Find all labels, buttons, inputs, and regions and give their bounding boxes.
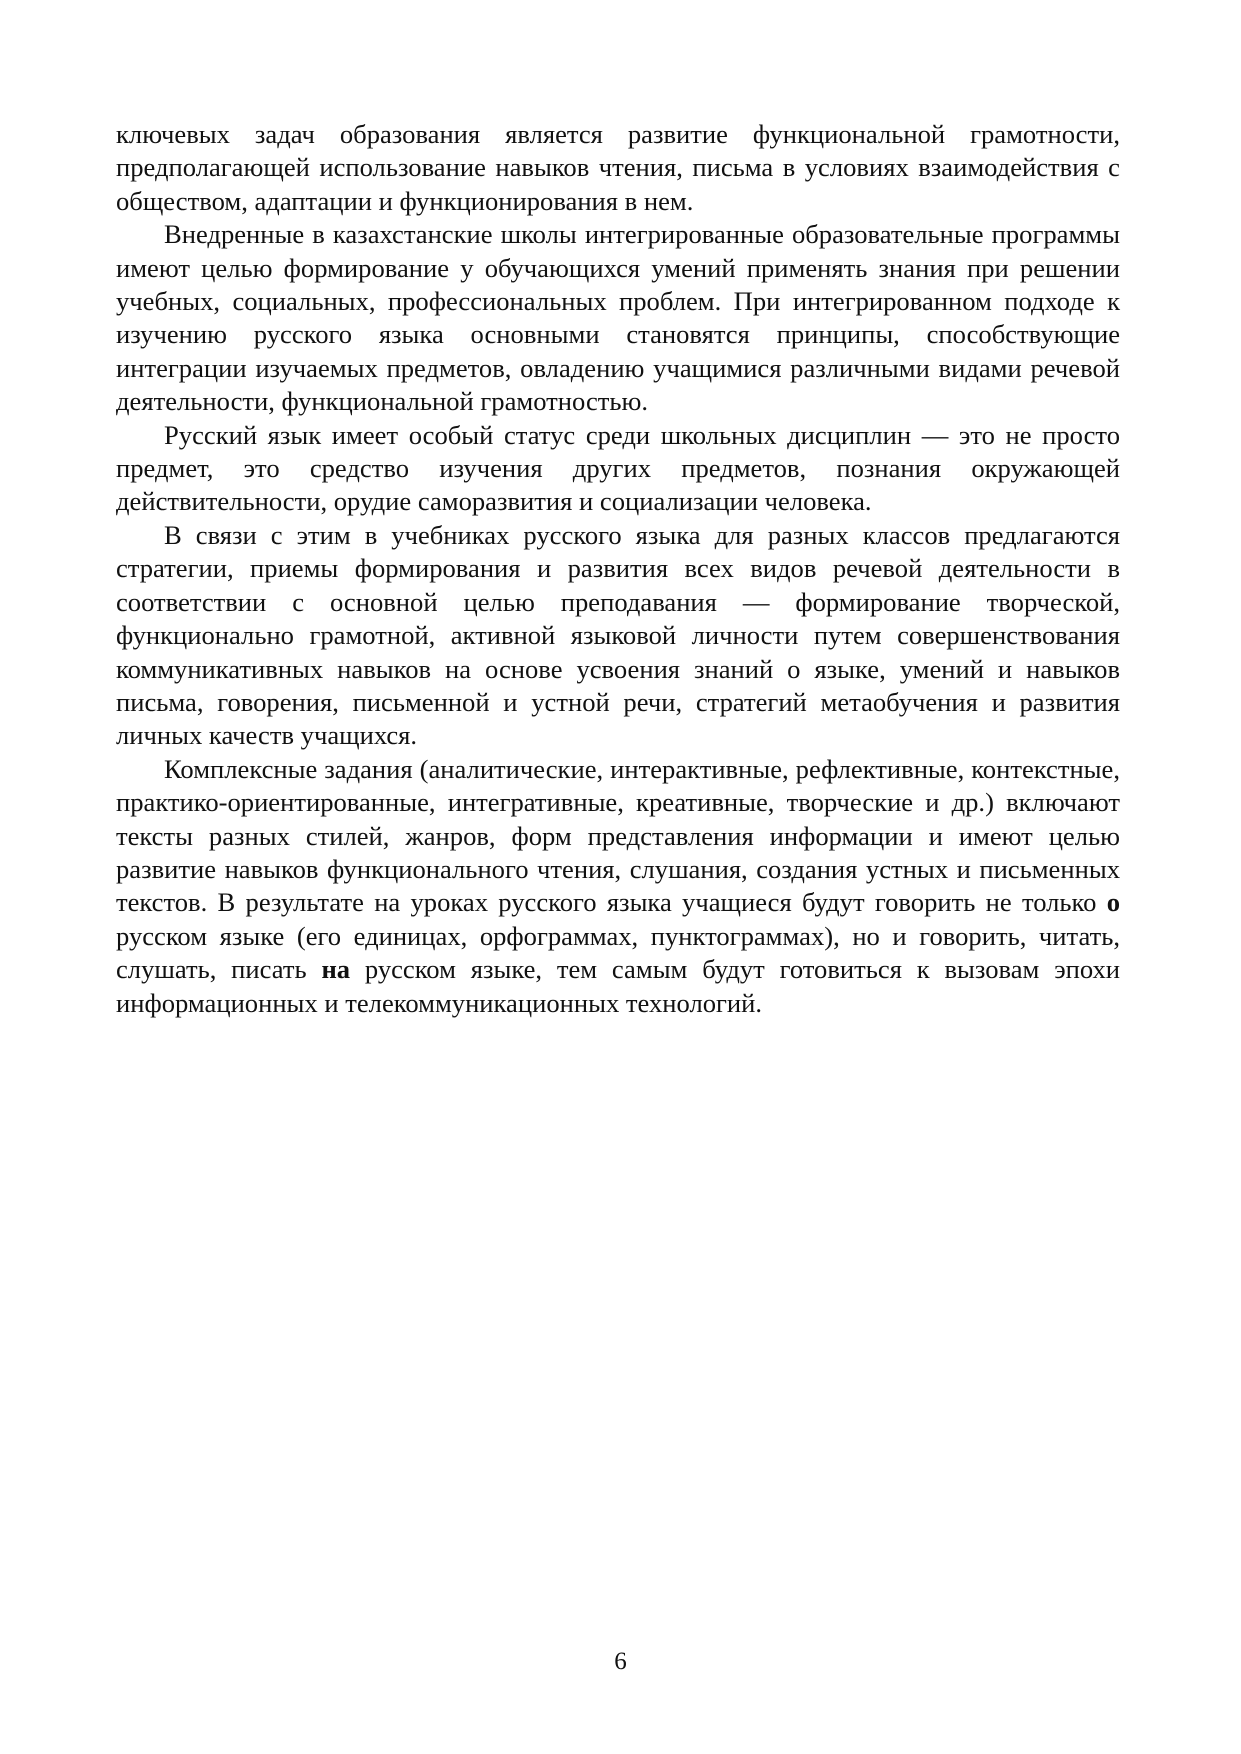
page-number: 6 [614, 1648, 627, 1675]
paragraph-5-bold-na: на [321, 954, 351, 985]
paragraph-3: Русский язык имеет особый статус среди школьных дисциплин — это не просто предмет, это средство изучения других предметов, познания окружающей действительности, орудие саморазвития и социализации человека. [116, 419, 1120, 517]
paragraph-5 [116, 753, 1120, 1020]
paragraph-5-part-1: Комплексные задания (аналитические, интерактивные, рефлективные, контекстные, практико-ориентированные, интегративные, креативные, творческие и др.) включают тексты разных стилей, жанров, форм представления информации и имеют целью развитие навыков функционального чтения, слушания, создания устных и письменных текстов. В результате на уроках русского языка учащиеся будут говорить не только [116, 753, 1120, 918]
paragraph-1: ключевых задач образования является развитие функциональной грамотности, предполагающей использование навыков чтения, письма в условиях взаимодействия с обществом, адаптации и функционирования в нем. [116, 119, 1120, 216]
paragraph-5-part-3: русском языке, тем самым будут готовиться к вызовам эпохи информационных и телекоммуникационных технологий. [116, 954, 1120, 1018]
paragraph-5-bold-o: о [1106, 887, 1120, 918]
paragraph-2: Внедренные в казахстанские школы интегрированные образовательные программы имеют целью формирование у обучающихся умений применять знания при решении учебных, социальных, профессиональных проблем. При интегрированном подходе к изучению русского языка основными становятся принципы, способствующие интеграции изучаемых предметов, овладению учащимися различными видами речевой деятельности, функциональной грамотностью. [116, 219, 1120, 417]
paragraph-5-part-2: русском языке (его единицах, орфограммах, пунктограммах), но и говорить, читать, слушать, писать [116, 920, 1120, 985]
paragraph-4: В связи с этим в учебниках русского языка для разных классов предлагаются стратегии, приемы формирования и развития всех видов речевой деятельности в соответствии с основной целью преподавания — формирование творческой, функционально грамотной, активной языковой личности путем совершенствования коммуникативных навыков на основе усвоения знаний о языке, умений и навыков письма, говорения, письменной и устной речи, стратегий метаобучения и развития личных качеств учащихся. [116, 519, 1120, 751]
document-body [116, 118, 1120, 1020]
